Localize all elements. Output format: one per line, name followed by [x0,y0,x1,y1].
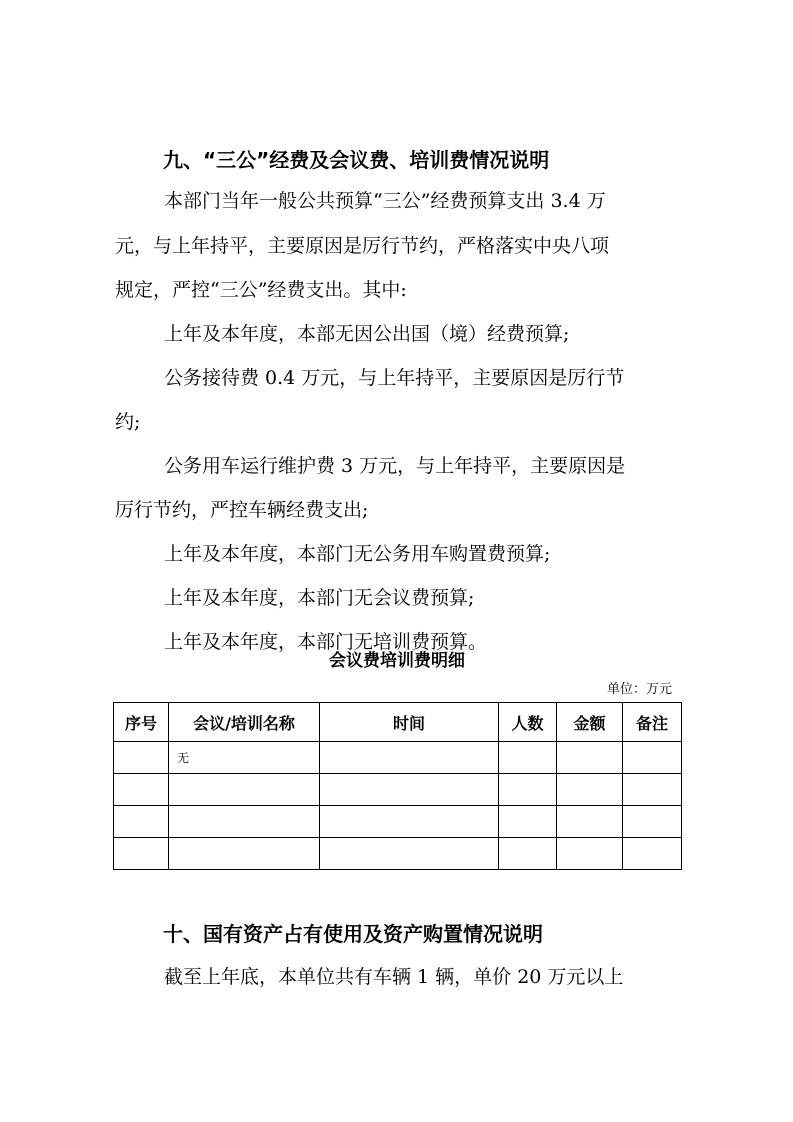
table-unit: 单位：万元 [606,682,672,697]
item-reception-line-1: 公务接待费 0.4 万元，与上年持平，主要原因是厉行节 [164,367,625,389]
table-cell [623,806,682,838]
table-cell [114,838,169,870]
table-cell [114,806,169,838]
table-cell [169,774,320,806]
section-9-paragraph-line-1: 本部门当年一般公共预算“三公”经费预算支出 3.4 万 [164,190,606,212]
section-10-heading: 十、国有资产占有使用及资产购置情况说明 [163,922,543,946]
item-reception-line-2: 约; [115,411,141,433]
table-cell [557,838,623,870]
table-cell: 无 [169,742,320,774]
table-cell [623,742,682,774]
table-row [114,742,682,774]
table-header-row [114,703,682,742]
table-cell [499,742,557,774]
item-overseas-travel: 上年及本年度，本部无因公出国（境）经费预算; [164,323,570,345]
header-amount: 金额 [557,703,623,742]
item-vehicle-maintenance-line-2: 厉行节约，严控车辆经费支出; [115,499,369,521]
header-name: 会议/培训名称 [169,703,320,742]
header-remark: 备注 [623,703,682,742]
table-cell [557,806,623,838]
table-cell [169,806,320,838]
table-cell [623,774,682,806]
table-cell [557,774,623,806]
header-count: 人数 [499,703,557,742]
header-time: 时间 [320,703,499,742]
table-cell [623,838,682,870]
item-meeting-fee: 上年及本年度，本部门无会议费预算; [164,587,475,609]
table-cell [320,806,499,838]
item-vehicle-maintenance-line-1: 公务用车运行维护费 3 万元，与上年持平，主要原因是 [164,455,626,477]
section-9-paragraph-line-2: 元，与上年持平，主要原因是厉行节约，严格落实中央八项 [115,235,610,257]
section-10-paragraph-line-1: 截至上年底，本单位共有车辆 1 辆，单价 20 万元以上 [164,966,624,988]
table-cell [557,742,623,774]
table-row [114,774,682,806]
table-cell [114,742,169,774]
table-cell [320,742,499,774]
table-cell [499,806,557,838]
table-caption: 会议费培训费明细 [329,651,465,671]
meeting-training-table [113,702,682,870]
table-cell [169,838,320,870]
section-9-heading: 九、“三公”经费及会议费、培训费情况说明 [163,148,550,172]
item-vehicle-purchase: 上年及本年度，本部门无公务用车购置费预算; [164,543,551,565]
table-cell [114,774,169,806]
table-cell [499,774,557,806]
item-training-fee: 上年及本年度，本部门无培训费预算。 [164,631,488,653]
section-9-paragraph-line-3: 规定，严控“三公”经费支出。其中: [115,279,407,301]
table-cell [320,774,499,806]
header-index: 序号 [114,703,169,742]
table-cell [320,838,499,870]
table-row [114,838,682,870]
table-cell [499,838,557,870]
table-row [114,806,682,838]
